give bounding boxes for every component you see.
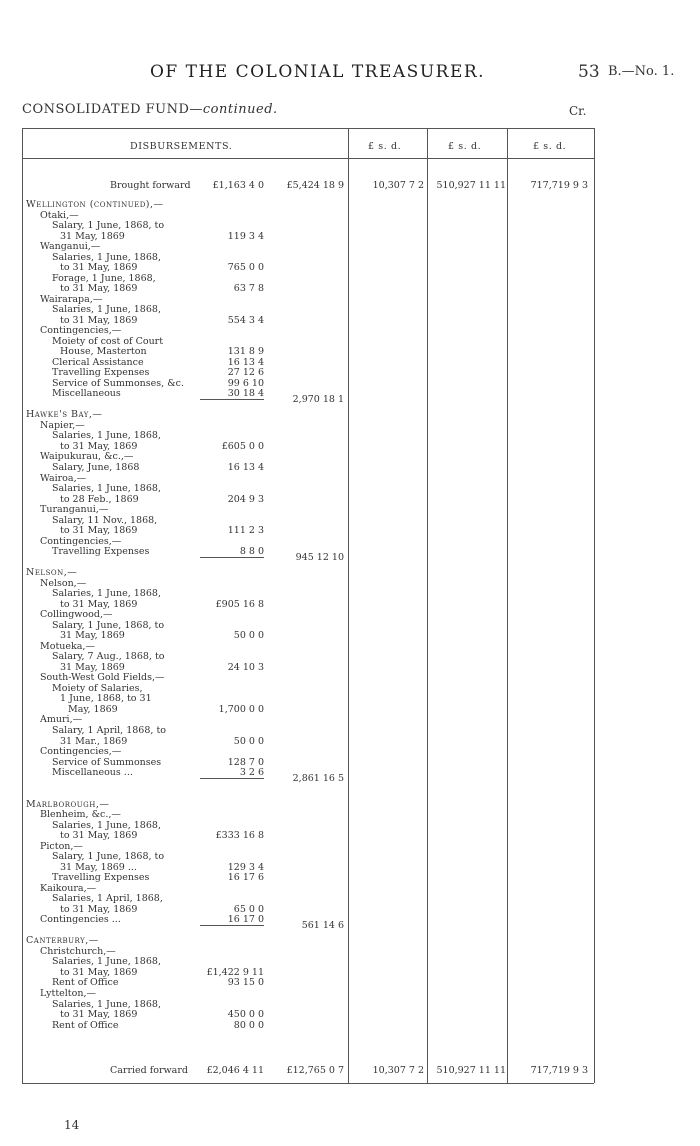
line-description: South-West Gold Fields,— [40,672,165,684]
page-header-title: OF THE COLONIAL TREASURER. [150,62,486,82]
carried-forward-label: Carried forward [110,1065,188,1076]
line-description: Contingencies,— [40,325,122,337]
line-amount: 765 0 0 [227,262,264,274]
district-heading: Canterbury,— [26,935,99,947]
line-description: Salaries, 1 June, 1868, [52,588,161,600]
currency-header: £ s. d. [368,141,402,152]
brought-forward-amount: 510,927 11 11 [436,180,506,191]
line-description: Amuri,— [40,714,83,726]
district-subtotal: 945 12 10 [295,551,344,563]
line-description: Nelson,— [40,577,87,589]
line-description: Collingwood,— [40,609,113,621]
line-description: Salaries, 1 April, 1868, [52,893,163,905]
line-description: to 31 May, 1869 [60,525,138,537]
line-amount: 3 2 6 [239,767,264,779]
line-description: Salary, 11 Nov., 1868, [52,514,158,526]
carried-forward-amount: £12,765 0 7 [286,1065,344,1076]
line-amount: 30 18 4 [227,388,264,400]
line-amount: 129 3 4 [227,861,264,873]
fund-name-suffix: continued. [202,102,278,117]
line-description: Otaki,— [40,209,79,221]
line-description: Salary, 1 June, 1868, to [52,851,165,863]
line-description: to 31 May, 1869 [60,283,138,295]
line-description: Picton,— [40,840,83,852]
brought-forward-amount: £1,163 4 0 [212,180,264,191]
brought-forward-label: Brought forward [110,180,191,191]
line-description: Contingencies ... [40,914,121,926]
line-description: Turanganui,— [40,504,109,516]
line-description: 31 May, 1869 [60,661,125,673]
line-description: Salaries, 1 June, 1868, [52,956,161,968]
line-description: Salary, 1 June, 1868, to [52,619,165,631]
line-amount: 16 17 0 [227,914,264,926]
district-heading: Hawke's Bay,— [26,409,103,421]
line-description: Salaries, 1 June, 1868, [52,998,161,1010]
line-description: to 31 May, 1869 [60,903,138,915]
line-description: to 31 May, 1869 [60,440,138,452]
line-amount: 1,700 0 0 [218,703,264,715]
line-description: Miscellaneous ... [52,767,133,779]
line-description: Service of Summonses, &c. [52,377,184,389]
line-description: House, Masterton [60,346,147,358]
brought-forward-amount: £5,424 18 9 [286,180,344,191]
line-amount: 128 7 0 [227,756,264,768]
currency-header: £ s. d. [448,141,482,152]
line-description: Forage, 1 June, 1868, [52,272,156,284]
line-description: Rent of Office [52,977,119,989]
line-description: 1 June, 1868, to 31 [60,693,152,705]
disbursements-header: DISBURSEMENTS. [130,141,233,152]
line-description: Salary, 7 Aug., 1868, to [52,651,165,663]
table-left-rule [22,128,23,1083]
line-amount: 93 15 0 [227,977,264,989]
column-rule [507,128,508,1083]
line-amount: 450 0 0 [227,1009,264,1021]
line-amount: 50 0 0 [233,735,264,747]
line-description: Kaikoura,— [40,882,97,894]
line-amount: £905 16 8 [215,598,264,610]
line-description: Blenheim, &c.,— [40,809,121,821]
table-header-rule [22,158,594,159]
line-description: Rent of Office [52,1019,119,1031]
carried-forward-amount: 717,719 9 3 [530,1065,588,1076]
line-description: Service of Summonses [52,756,162,768]
line-amount: 27 12 6 [227,367,264,379]
district-heading: Nelson,— [26,567,78,579]
line-description: Motueka,— [40,640,95,652]
line-amount: 16 13 4 [227,462,264,473]
table-top-rule [22,128,594,129]
line-description: 31 May, 1869 [60,630,125,642]
district-subtotal: 2,861 16 5 [292,772,344,784]
brought-forward-amount: 10,307 7 2 [372,180,424,191]
line-amount: 24 10 3 [227,661,264,673]
line-amount: £605 0 0 [221,440,264,452]
line-description: to 28 Feb., 1869 [60,493,139,505]
district-subtotal: 561 14 6 [301,919,344,931]
line-description: Salaries, 1 June, 1868, [52,483,161,495]
line-amount: 50 0 0 [233,630,264,642]
line-description: Salary, 1 April, 1868, to [52,725,166,736]
carried-forward-amount: £2,046 4 11 [206,1065,264,1076]
line-description: Wairarapa,— [40,293,103,305]
page-number: 53 [578,62,600,82]
column-rule [348,128,349,1083]
line-amount: £1,422 9 11 [206,966,264,978]
line-amount: 16 17 6 [227,872,264,884]
document-reference: B.—No. 1. [608,64,675,79]
district-subtotal: 2,970 18 1 [292,393,344,405]
table-right-rule [594,128,595,1083]
line-description: 31 May, 1869 ... [60,861,137,873]
line-description: Salaries, 1 June, 1868, [52,430,161,442]
line-description: 31 Mar., 1869 [60,735,128,747]
line-description: May, 1869 [68,703,118,715]
line-description: Lyttelton,— [40,988,96,999]
line-description: Salary, June, 1868 [52,462,140,473]
subtotal-rule [200,557,264,558]
line-description: Travelling Expenses [52,546,150,558]
line-amount: 16 13 4 [227,356,264,368]
line-description: Wanganui,— [40,241,101,253]
line-amount: 204 9 3 [227,493,264,505]
line-description: to 31 May, 1869 [60,314,138,326]
line-description: Napier,— [40,419,85,431]
line-description: Salaries, 1 June, 1868, [52,304,161,316]
line-description: to 31 May, 1869 [60,262,138,274]
line-amount: 63 7 8 [233,283,264,295]
line-amount: 8 8 0 [239,546,264,558]
line-amount: 111 2 3 [227,525,264,537]
line-description: Waipukurau, &c.,— [40,451,134,463]
credit-side-label: Cr. [569,104,587,118]
fund-title [22,102,278,117]
carried-forward-amount: 10,307 7 2 [372,1065,424,1076]
fund-name: CONSOLIDATED FUND— [22,102,203,117]
line-description: Clerical Assistance [52,356,144,368]
table-bottom-rule [22,1083,594,1084]
line-description: Contingencies,— [40,535,122,547]
line-amount: 554 3 4 [227,314,264,326]
line-amount: 65 0 0 [233,903,264,915]
line-amount: 80 0 0 [233,1019,264,1031]
line-amount: 131 8 9 [227,346,264,358]
line-description: Salaries, 1 June, 1868, [52,819,161,831]
footer-page-number: 14 [64,1118,80,1132]
line-description: Travelling Expenses [52,367,150,379]
line-amount: £333 16 8 [215,830,264,842]
line-description: to 31 May, 1869 [60,830,138,842]
line-description: Moiety of Salaries, [52,682,143,694]
line-description: Christchurch,— [40,945,116,957]
carried-forward-amount: 510,927 11 11 [436,1065,506,1076]
line-description: Miscellaneous [52,388,121,400]
line-amount: 119 3 4 [227,230,264,242]
line-description: Moiety of cost of Court [52,335,164,347]
subtotal-rule [200,778,264,779]
district-heading: Wellington (continued),— [26,199,164,210]
brought-forward-amount: 717,719 9 3 [530,180,588,191]
column-rule [427,128,428,1083]
subtotal-rule [200,399,264,400]
line-amount: 99 6 10 [227,377,264,389]
subtotal-rule [200,925,264,926]
line-description: to 31 May, 1869 [60,598,138,610]
line-description: to 31 May, 1869 [60,966,138,978]
line-description: Contingencies,— [40,746,122,758]
line-description: 31 May, 1869 [60,230,125,242]
line-description: Salaries, 1 June, 1868, [52,251,161,263]
line-description: Travelling Expenses [52,872,150,884]
line-description: Wairoa,— [40,472,87,484]
district-heading: Marlborough,— [26,798,110,810]
currency-header: £ s. d. [533,141,567,152]
line-description: to 31 May, 1869 [60,1009,138,1021]
line-description: Salary, 1 June, 1868, to [52,220,165,232]
